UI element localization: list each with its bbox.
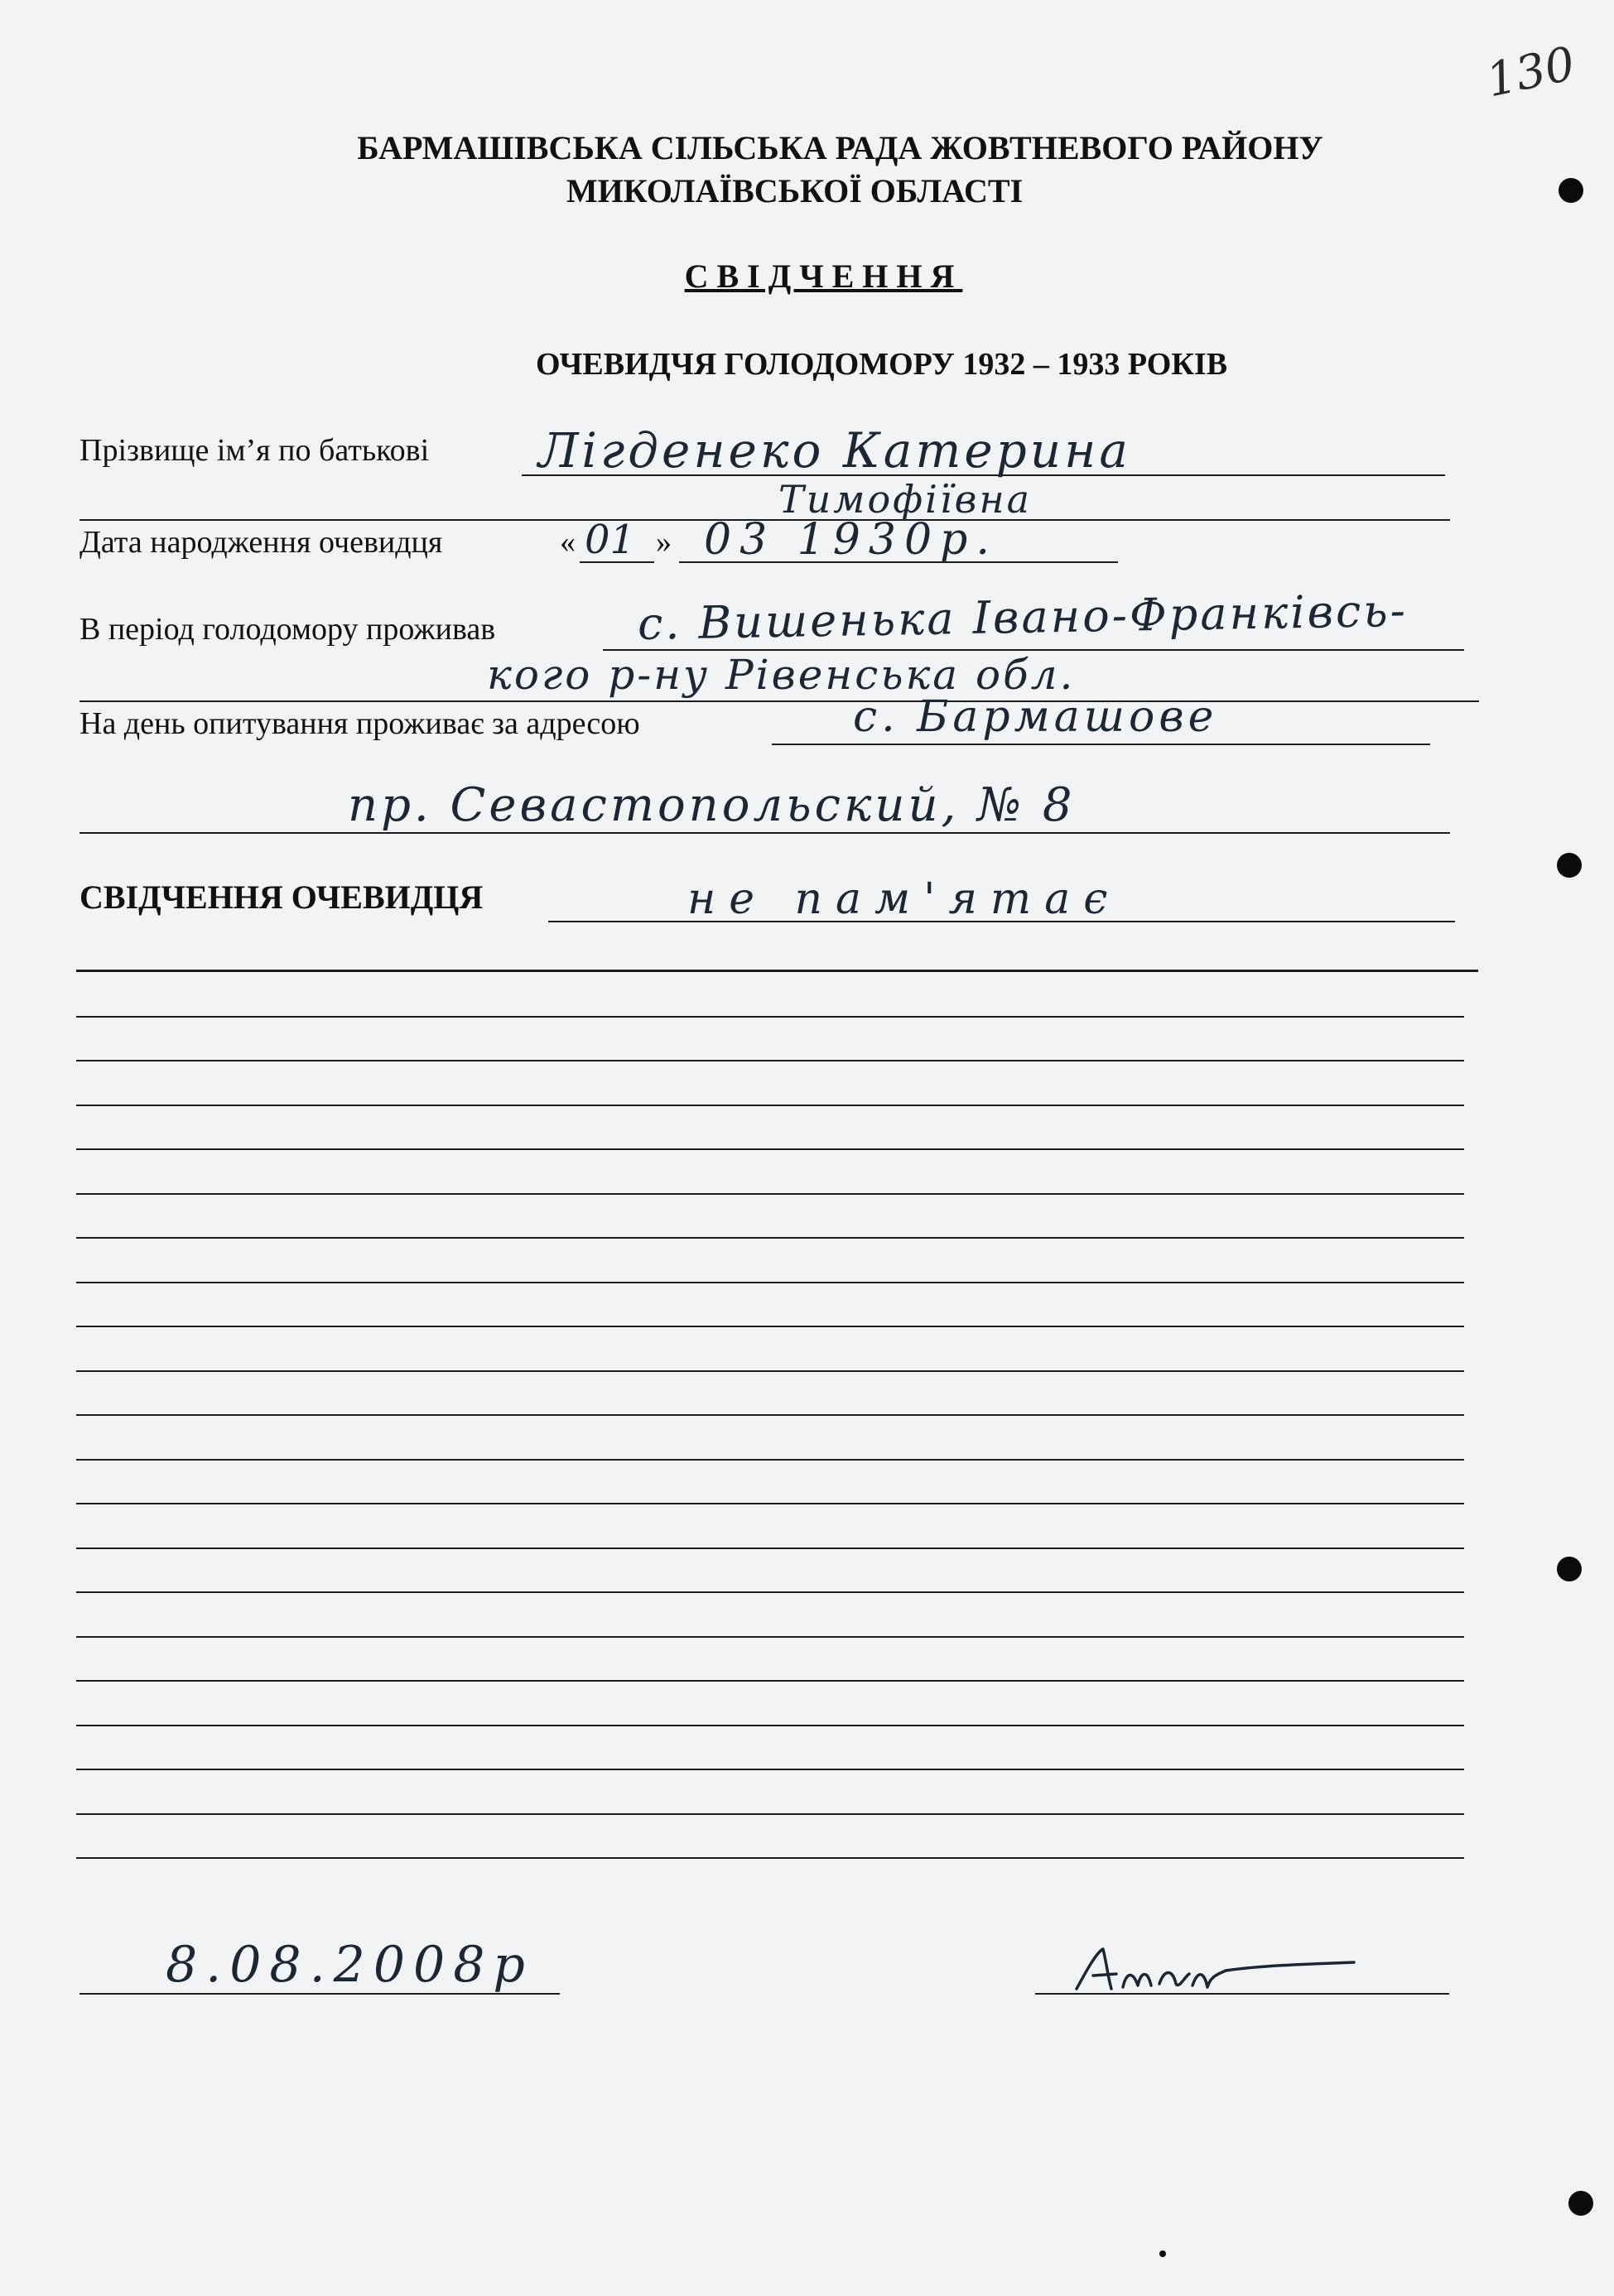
testimony-line-17 [76,1636,1464,1638]
famine-residence-value-2: кого р-ну Рівенська обл. [487,651,1076,699]
signature [1068,1937,1366,2004]
famine-residence-label: В період голодомору проживав [79,612,496,647]
testimony-line-20 [76,1769,1464,1770]
testimony-line-2 [76,970,1478,972]
testimony-line-15 [76,1548,1464,1549]
name-value-2: Тимофіївна [778,477,1033,522]
testimony-label: СВІДЧЕННЯ ОЧЕВИДЦЯ [79,878,484,916]
speck [1159,2250,1166,2257]
document-subtitle: ОЧЕВИДЧЯ ГОЛОДОМОРУ 1932 – 1933 РОКІВ [535,347,1228,382]
page-number: 130 [1482,36,1580,108]
punch-hole-3 [1557,1557,1582,1581]
testimony-line-11 [76,1370,1464,1372]
testimony-value: не пам'ятає [687,874,1121,924]
current-address-line-2 [79,832,1450,834]
current-address-value-1: с. Бармашове [853,692,1218,742]
header-line-2: МИКОЛАЇВСЬКОЇ ОБЛАСТІ [566,172,1024,209]
testimony-line-13 [76,1459,1464,1461]
testimony-line-9 [76,1282,1464,1283]
birth-date-value: 03 1930р. [704,515,998,565]
document-title: СВІДЧЕННЯ [684,258,963,295]
name-value-1: Лігденеко Катерина [538,422,1131,479]
name-label: Прізвище ім’я по батькові [79,433,430,468]
famine-residence-line-2 [79,700,1479,702]
birth-date-open-quote: « [560,525,576,560]
current-address-label: На день опитування проживає за адресою [79,706,640,741]
punch-hole-1 [1559,178,1583,203]
testimony-line-12 [76,1414,1464,1416]
testimony-line-5 [76,1105,1464,1106]
current-address-line-1 [772,744,1430,745]
header-line-1: БАРМАШІВСЬКА СІЛЬСЬКА РАДА ЖОВТНЕВОГО РАЙОНУ [357,129,1323,166]
testimony-line-7 [76,1193,1464,1195]
testimony-line-4 [76,1060,1464,1061]
birth-day-value: 01 [585,517,636,563]
birth-date-close-quote: » [656,525,672,560]
testimony-line-6 [76,1148,1464,1150]
testimony-line-3 [76,1016,1464,1018]
testimony-line-14 [76,1503,1464,1504]
testimony-line-18 [76,1680,1464,1682]
famine-residence-value-1: с. Вишенька Івано-Франківсь- [637,584,1409,650]
testimony-line-22 [76,1857,1464,1859]
testimony-line-16 [76,1591,1464,1593]
testimony-line-8 [76,1237,1464,1239]
testimony-line-21 [76,1813,1464,1815]
testimony-line-10 [76,1326,1464,1327]
current-address-value-2: пр. Севастопольский, № 8 [348,778,1076,832]
punch-hole-2 [1557,853,1582,878]
testimony-line-19 [76,1725,1464,1726]
punch-hole-4 [1568,2191,1593,2216]
birth-date-label: Дата народження очевидця [79,525,443,560]
footer-date: 8.08.2008р [166,1936,533,1994]
